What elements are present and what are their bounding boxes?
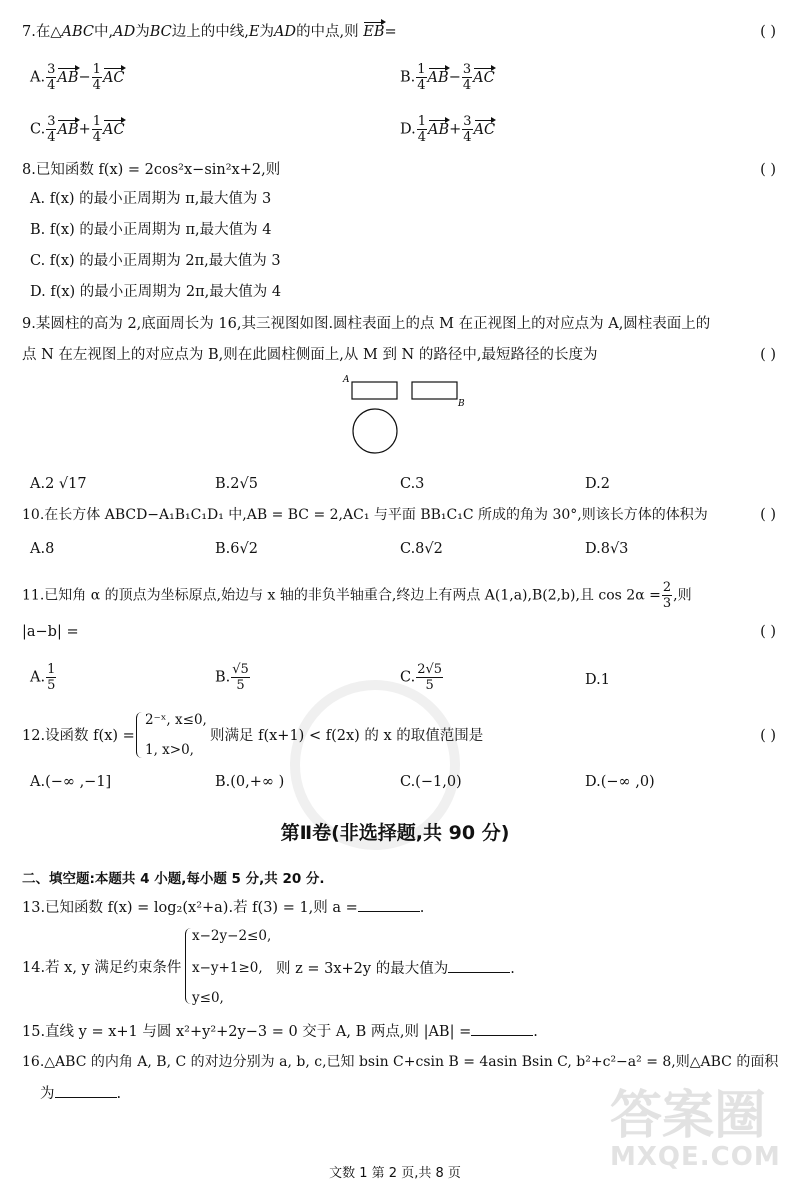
q10-option-a: A.8: [30, 541, 55, 557]
watermark-logo-url: MXQE.COM: [610, 1142, 781, 1172]
q12-option-b: B.(0,+∞ ): [215, 774, 285, 790]
vector-ab: AB: [57, 121, 79, 138]
front-view-rect: [352, 382, 397, 399]
q9-option-a: A.2 √17: [30, 476, 87, 492]
q7-bc: BC: [149, 24, 172, 40]
denominator: 5: [425, 678, 434, 693]
fraction: [416, 62, 426, 93]
numerator: 1: [417, 62, 426, 77]
denominator: 4: [417, 130, 426, 145]
q10-option-b: B.6√2: [215, 541, 258, 557]
question-15: [22, 1021, 538, 1042]
question-11-line-2: |a−b| =: [22, 624, 79, 640]
vector-ac: AC: [473, 121, 496, 138]
denominator: 4: [463, 130, 472, 145]
q11-option-d: D.1: [585, 672, 610, 688]
q11-option-a: [30, 662, 57, 693]
vector-eb: EB: [363, 24, 385, 40]
q15-end: .: [533, 1024, 538, 1040]
fraction: [231, 662, 250, 693]
section-2-title: 第Ⅱ卷(非选择题,共 90 分): [280, 822, 510, 844]
fraction: [92, 62, 102, 93]
answer-paren-11: ( ): [760, 624, 776, 640]
q7-equals: =: [384, 24, 397, 40]
option-label: A.: [30, 669, 46, 686]
question-7: [22, 22, 776, 42]
q14-constraint-2: x−y+1≥0,: [192, 960, 263, 976]
q7-text-5: 为: [259, 24, 274, 40]
numerator: 3: [47, 62, 56, 77]
numerator: 3: [47, 114, 56, 129]
q13-end: .: [419, 900, 425, 916]
answer-paren-10: ( ): [760, 507, 776, 523]
q7-abc: ABC: [61, 24, 94, 40]
numerator: 1: [47, 662, 56, 677]
q8-option-d: D. f(x) 的最小正周期为 2π,最大值为 4: [30, 284, 282, 300]
q8-option-c: C. f(x) 的最小正周期为 2π,最大值为 3: [30, 253, 281, 269]
answer-paren-7: ( ): [760, 24, 776, 40]
fraction: [462, 114, 472, 145]
q7-e: E: [248, 24, 260, 40]
operator: −: [448, 69, 461, 86]
page-footer: 文数 1 第 2 页,共 8 页: [329, 1166, 461, 1181]
q12-brace: [136, 712, 143, 758]
numerator: 1: [417, 114, 426, 129]
denominator: 4: [417, 78, 426, 93]
q7-text-4: 边上的中线,: [171, 24, 249, 40]
q16-end: .: [116, 1086, 122, 1102]
q12-option-c: C.(−1,0): [400, 774, 462, 790]
fraction: [662, 580, 672, 611]
q14-brace: [185, 928, 192, 1004]
option-label: A.: [30, 69, 46, 86]
option-label: B.: [215, 669, 231, 686]
vector-ab: AB: [57, 69, 79, 86]
q13-text: 13.已知函数 f(x) = log₂(x²+a).若 f(3) = 1,则 a =: [22, 900, 358, 916]
fraction: [462, 62, 472, 93]
question-8: 8.已知函数 f(x) = 2cos²x−sin²x+2,则: [22, 162, 281, 178]
answer-paren-12: ( ): [760, 728, 776, 744]
question-16-line-1: 16.△ABC 的内角 A, B, C 的对边分别为 a, b, c,已知 bsin C+csin B = 4asin Bsin C, b²+c²−a² = 8,则△ABC 的面积: [22, 1054, 779, 1070]
q7-text-2: 中,: [94, 24, 114, 40]
q16-text: 为: [40, 1086, 55, 1102]
q9-option-b: B.2√5: [215, 476, 258, 492]
q7-text: 7.在△: [22, 24, 62, 40]
q7-text-6: 的中点,则: [296, 24, 359, 40]
fraction: [417, 114, 427, 145]
operator: +: [449, 121, 462, 138]
vector-ab: AB: [428, 121, 450, 138]
q7-option-b: [400, 62, 495, 93]
denominator: 4: [47, 130, 56, 145]
q14-objective: [276, 958, 515, 979]
question-9-line-1: 9.某圆柱的高为 2,底面周长为 16,其三视图如图.圆柱表面上的点 M 在正视图上的对应点为 A,圆柱表面上的: [22, 316, 711, 332]
point-b-label: B: [458, 399, 465, 409]
numerator: 3: [462, 62, 472, 77]
vector-ab: AB: [427, 69, 449, 86]
fraction: [46, 62, 56, 93]
numerator: 1: [92, 114, 102, 129]
three-view-diagram: [340, 372, 480, 462]
q12-case-2: 1, x>0,: [145, 742, 194, 758]
answer-blank-14[interactable]: [448, 958, 510, 973]
fill-in-header: 二、填空题:本题共 4 小题,每小题 5 分,共 20 分.: [22, 871, 325, 887]
answer-blank-16[interactable]: [55, 1083, 117, 1098]
denominator: 3: [662, 596, 672, 611]
numerator: √5: [232, 662, 249, 677]
fraction: [46, 114, 56, 145]
numerator: 3: [463, 114, 472, 129]
q8-option-a: A. f(x) 的最小正周期为 π,最大值为 3: [30, 191, 272, 207]
question-11-line-1: [22, 580, 776, 611]
q10-option-d: D.8√3: [585, 541, 629, 557]
denominator: 5: [236, 678, 245, 693]
numerator: 2: [662, 580, 672, 595]
top-view-circle: [353, 409, 397, 453]
option-label: D.: [400, 121, 416, 138]
q12-condition: 则满足 f(x+1) < f(2x) 的 x 的取值范围是: [210, 728, 484, 744]
question-13: [22, 897, 424, 918]
fraction: [92, 114, 102, 145]
q11-option-b: [215, 662, 251, 693]
denominator: 4: [92, 130, 102, 145]
answer-blank-15[interactable]: [471, 1021, 533, 1036]
option-label: C.: [30, 121, 46, 138]
numerator: 1: [92, 62, 101, 77]
numerator: 2√5: [417, 662, 443, 677]
q7-option-a: [30, 62, 125, 93]
denominator: 4: [92, 78, 101, 93]
q14-text: 则 z = 3x+2y 的最大值为: [276, 961, 449, 977]
answer-blank-13[interactable]: [358, 897, 420, 912]
q12-prefix: 12.设函数 f(x) =: [22, 728, 135, 744]
q9-option-d: D.2: [585, 476, 610, 492]
q12-option-a: A.(−∞ ,−1]: [30, 774, 112, 790]
q9-option-c: C.3: [400, 476, 425, 492]
vector-ac: AC: [102, 69, 125, 86]
q7-option-c: [30, 114, 125, 145]
denominator: 4: [462, 78, 472, 93]
answer-paren-8: ( ): [760, 162, 776, 178]
operator: +: [78, 121, 91, 138]
q11-text-end: ,则: [673, 587, 692, 604]
q12-option-d: D.(−∞ ,0): [585, 774, 655, 790]
q11-text: 11.已知角 α 的顶点为坐标原点,始边与 x 轴的非负半轴重合,终边上有两点 A(1,a),B(2,b),且 cos 2α =: [22, 587, 661, 604]
q10-option-c: C.8√2: [400, 541, 443, 557]
q14-prefix: 14.若 x, y 满足约束条件: [22, 960, 182, 976]
q7-text-3: 为: [135, 24, 150, 40]
q14-end: .: [510, 961, 515, 977]
option-label: B.: [400, 69, 416, 86]
fraction: [46, 662, 56, 693]
q8-option-b: B. f(x) 的最小正周期为 π,最大值为 4: [30, 222, 272, 238]
q14-constraint-1: x−2y−2≤0,: [192, 928, 272, 944]
q14-constraint-3: y≤0,: [192, 990, 224, 1006]
q11-option-c: [400, 662, 444, 693]
point-a-label: A: [343, 375, 350, 385]
vector-ac: AC: [103, 121, 125, 138]
operator: −: [78, 69, 91, 86]
q12-case-1: 2⁻ˣ, x≤0,: [145, 712, 207, 728]
side-view-rect: [412, 382, 457, 399]
watermark-logo-title: 答案圈: [610, 1086, 767, 1146]
answer-paren-9: ( ): [760, 347, 776, 363]
question-10: 10.在长方体 ABCD−A₁B₁C₁D₁ 中,AB = BC = 2,AC₁ 与平面 BB₁C₁C 所成的角为 30°,则该长方体的体积为: [22, 507, 708, 523]
option-label: C.: [400, 669, 416, 686]
question-16-line-2: [40, 1083, 121, 1104]
q15-text: 15.直线 y = x+1 与圆 x²+y²+2y−3 = 0 交于 A, B 两点,则 |AB| =: [22, 1024, 472, 1040]
q7-ad-2: AD: [273, 24, 297, 40]
vector-ac: AC: [473, 69, 495, 86]
denominator: 5: [47, 678, 56, 693]
denominator: 4: [47, 78, 56, 93]
fraction: [416, 662, 443, 693]
question-9-line-2: 点 N 在左视图上的对应点为 B,则在此圆柱侧面上,从 M 到 N 的路径中,最短路径的长度为: [22, 347, 598, 363]
q7-option-d: [400, 114, 495, 145]
q7-ad: AD: [113, 24, 136, 40]
